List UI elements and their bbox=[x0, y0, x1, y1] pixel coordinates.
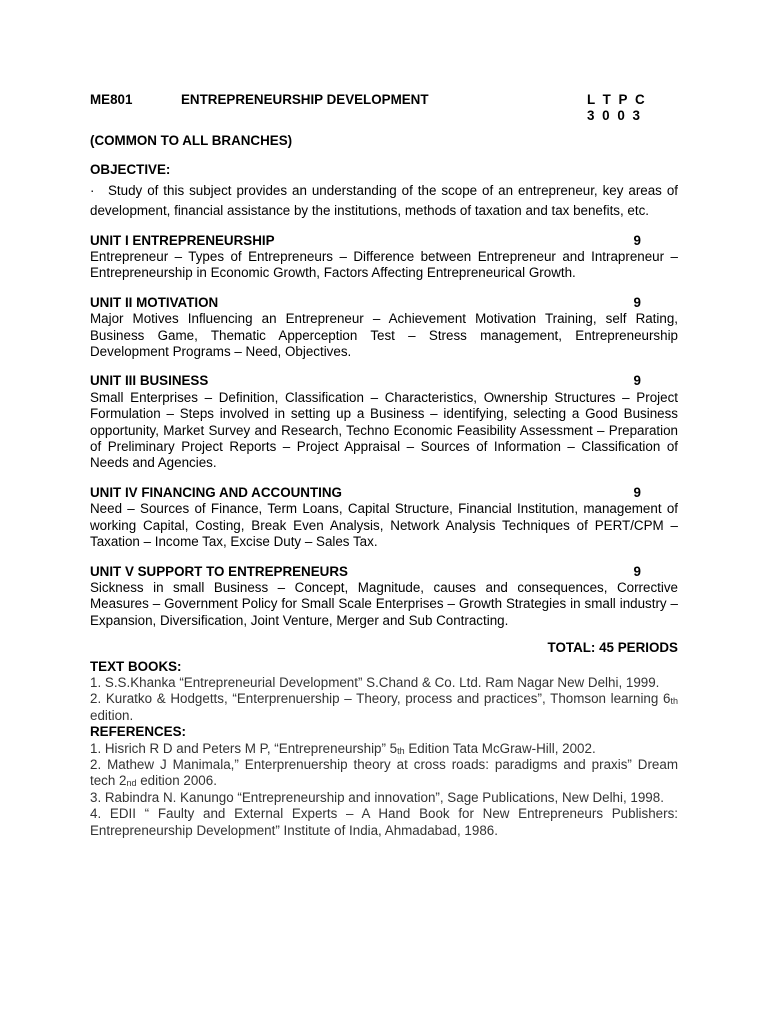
unit-2-hours: 9 bbox=[633, 294, 641, 310]
course-code: ME801 bbox=[90, 92, 133, 107]
reference-item-3: 3. Rabindra N. Kanungo “Entrepreneurship and innovation”, Sage Publications, New Delhi, 1998. bbox=[90, 789, 664, 805]
unit-3-hours: 9 bbox=[633, 373, 641, 389]
unit-4-hours: 9 bbox=[633, 484, 641, 500]
objective-body: Study of this subject provides an understanding of the scope of an entrepreneur, key areas of development, financial assistance by the institutions, methods of taxation and tax benefits, etc. bbox=[90, 182, 678, 218]
reference-item-1-main: 1. Hisrich R D and Peters M P, “Entrepreneurship” 5 bbox=[90, 740, 398, 756]
reference-item-1 bbox=[90, 741, 678, 757]
course-header bbox=[90, 92, 678, 108]
unit-2-title-text: UNIT II MOTIVATION bbox=[90, 294, 219, 310]
unit-3-text: Small Enterprises – Definition, Classification – Characteristics, Ownership Structures – Project Formulation – Steps involved in setting up a Business – identifying, selecting a Good Business opportunity, Market Survey and Research, Techno Economic Feasibility Assessment – Preparation of Preliminary Project Reports – Project Appraisal – Sources of Information – Classification of Needs and Agencies. bbox=[90, 389, 678, 471]
ltpc-values: 3 0 0 3 bbox=[587, 108, 642, 124]
textbook-item-1: 1. S.S.Khanka “Entrepreneurial Development” S.Chand & Co. Ltd. Ram Nagar New Delhi, 1999. bbox=[90, 674, 660, 690]
syllabus-page bbox=[90, 92, 678, 839]
references-heading: REFERENCES: bbox=[90, 724, 186, 740]
unit-4 bbox=[90, 485, 678, 551]
course-title: ENTREPRENEURSHIP DEVELOPMENT bbox=[181, 92, 429, 107]
textbook-item-2-tail: edition. bbox=[90, 707, 134, 723]
textbook-item-2-main: 2. Kuratko & Hodgetts, “Enterprenuership – Theory, process and practices”, Thomson learning 6 bbox=[90, 691, 671, 707]
unit-4-title-text: UNIT IV FINANCING AND ACCOUNTING bbox=[90, 484, 342, 500]
textbook-item-2 bbox=[90, 691, 678, 724]
textbooks-heading: TEXT BOOKS: bbox=[90, 658, 182, 674]
unit-5-hours: 9 bbox=[633, 563, 641, 579]
unit-1-text: Entrepreneur – Types of Entrepreneurs – Difference between Entrepreneur and Intrapreneur – Entrepreneurship in Economic Growth, Factors Affecting Entrepreneurical Growth. bbox=[90, 249, 678, 281]
unit-5 bbox=[90, 564, 678, 630]
unit-1-title bbox=[90, 233, 678, 249]
reference-item-2-main: 2. Mathew J Manimala,” Enterprenuership theory at cross roads: paradigms and praxis” Dream tech 2 bbox=[90, 756, 678, 789]
reference-item-4: 4. EDII “ Faulty and External Experts – A Hand Book for New Entrepreneurs Publishers: Entrepreneurship Development” Institute of India, Ahmadabad, 1986. bbox=[90, 806, 678, 838]
unit-1-hours: 9 bbox=[633, 232, 641, 248]
reference-item-1-sup: th bbox=[397, 745, 405, 756]
ltpc-label: L T P C bbox=[587, 92, 647, 107]
unit-5-title-text: UNIT V SUPPORT TO ENTREPRENEURS bbox=[90, 563, 348, 579]
total-periods: TOTAL: 45 PERIODS bbox=[547, 640, 678, 656]
unit-2-title bbox=[90, 295, 678, 311]
objective-text bbox=[90, 181, 678, 221]
unit-3-title bbox=[90, 373, 678, 389]
unit-1 bbox=[90, 233, 678, 282]
unit-2 bbox=[90, 295, 678, 361]
unit-3 bbox=[90, 373, 678, 471]
reference-item-2-sup: nd bbox=[126, 778, 137, 789]
textbook-item-2-sup: th bbox=[670, 696, 678, 707]
reference-item-2 bbox=[90, 757, 678, 790]
objective-heading: OBJECTIVE: bbox=[90, 162, 171, 178]
unit-2-text: Major Motives Influencing an Entrepreneur – Achievement Motivation Training, self Rating, Business Game, Thematic Apperception Test – Stress management, Entrepreneurship Development Programs – Need, Objectives. bbox=[90, 311, 678, 360]
unit-3-title-text: UNIT III BUSINESS bbox=[90, 373, 209, 389]
bullet-icon: · bbox=[90, 182, 95, 198]
ltpc-row bbox=[90, 108, 678, 124]
unit-4-text: Need – Sources of Finance, Term Loans, Capital Structure, Financial Institution, management of working Capital, Costing, Break Even Analysis, Network Analysis Techniques of PERT/CPM – Taxation – Income Tax, Excise Duty – Sales Tax. bbox=[90, 501, 678, 550]
unit-1-title-text: UNIT I ENTREPRENEURSHIP bbox=[90, 232, 275, 248]
unit-5-text: Sickness in small Business – Concept, Magnitude, causes and consequences, Corrective Measures – Government Policy for Small Scale Enterprises – Growth Strategies in small industry – Expansion, Diversification, Joint Venture, Merger and Sub Contracting. bbox=[90, 579, 678, 628]
reference-item-1-tail: Edition Tata McGraw-Hill, 2002. bbox=[404, 740, 596, 756]
common-branches: (COMMON TO ALL BRANCHES) bbox=[90, 132, 293, 148]
reference-item-2-tail: edition 2006. bbox=[136, 773, 217, 789]
unit-4-title bbox=[90, 485, 678, 501]
unit-5-title bbox=[90, 564, 678, 580]
